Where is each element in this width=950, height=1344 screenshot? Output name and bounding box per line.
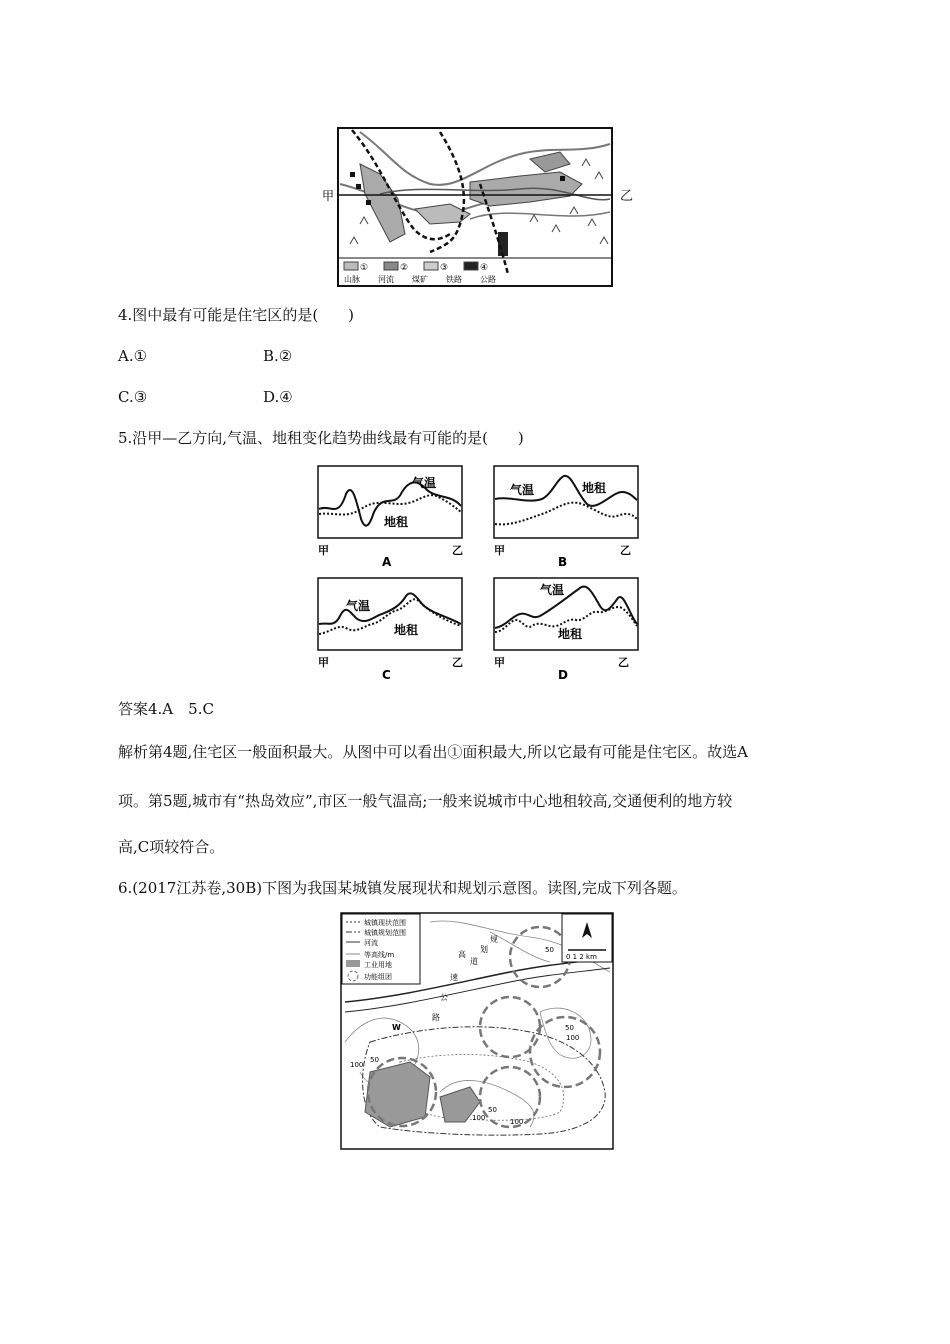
svg-text:规: 规: [490, 935, 498, 944]
svg-text:城镇规划范围: 城镇规划范围: [364, 929, 406, 937]
rent-label: 地租: [558, 627, 583, 641]
q4-option-c: C.③: [118, 388, 148, 406]
svg-text:100: 100: [510, 1118, 524, 1126]
legend-swatch-3: [424, 262, 438, 270]
legend-symbol-railway: 铁路: [446, 275, 462, 284]
svg-text:高: 高: [458, 950, 466, 959]
svg-text:城镇现状范围: 城镇现状范围: [364, 919, 406, 927]
svg-text:50: 50: [488, 1106, 497, 1114]
svg-text:100: 100: [350, 1061, 364, 1069]
explanation-line-2: 项。第5题,城市有“热岛效应”,市区一般气温高;一般来说城市中心地租较高,交通便利的地方较: [118, 792, 733, 810]
svg-text:50: 50: [545, 946, 554, 954]
q4-stem: 4.图中最有可能是住宅区的是( ): [118, 306, 355, 324]
legend-label-2: ②: [400, 263, 409, 273]
legend-swatch-2: [384, 262, 398, 270]
svg-text:乙: 乙: [452, 544, 463, 557]
temp-label: 气温: [346, 599, 371, 613]
explanation-line-3: 高,C项较符合。: [118, 838, 225, 856]
svg-text:道: 道: [470, 957, 478, 966]
svg-text:工业用地: 工业用地: [364, 961, 392, 969]
scale-text: 0 1 2 km: [566, 953, 597, 961]
legend-symbol-mountain: 山脉: [344, 275, 360, 284]
q4-option-a: A.①: [118, 347, 148, 365]
svg-text:甲: 甲: [494, 656, 505, 669]
legend-swatch-4: [464, 262, 478, 270]
svg-text:乙: 乙: [618, 656, 629, 669]
answer-line: 答案4.A 5.C: [118, 700, 214, 718]
svg-text:划: 划: [480, 945, 488, 954]
explanation-line-1: 解析第4题,住宅区一般面积最大。从图中可以看出①面积最大,所以它最有可能是住宅区。故选A: [118, 743, 748, 761]
urban-map-figure: [320, 124, 634, 289]
svg-text:功能组团: 功能组团: [364, 973, 392, 981]
q4-option-b: B.②: [263, 347, 293, 365]
label-jia: 甲: [322, 189, 335, 203]
legend-swatch-1: [344, 262, 358, 270]
svg-text:速: 速: [450, 973, 458, 982]
legend-symbol-coal: 煤矿: [412, 275, 428, 284]
legend-symbol-road: 公路: [480, 275, 496, 284]
q5-chart-c: [316, 576, 466, 682]
coal-mine-icon: [356, 184, 361, 189]
coal-mine-icon: [366, 200, 371, 205]
rent-label: 地租: [384, 515, 409, 529]
label-yi: 乙: [620, 189, 634, 204]
legend-label-4: ④: [480, 263, 489, 273]
svg-text:W: W: [392, 1023, 401, 1032]
q5-chart-d: [492, 576, 642, 682]
chart-letter: D: [558, 668, 568, 682]
rent-label: 地租: [394, 623, 419, 637]
legend-label-3: ③: [440, 263, 449, 273]
svg-text:甲: 甲: [494, 544, 505, 557]
coal-mine-icon: [560, 176, 565, 181]
legend-label-1: ①: [360, 263, 369, 273]
svg-text:河流: 河流: [364, 939, 378, 947]
svg-text:甲: 甲: [318, 656, 329, 669]
industrial-land: [365, 1062, 430, 1127]
chart-letter: A: [382, 555, 392, 569]
svg-text:50: 50: [565, 1024, 574, 1032]
chart-letter: B: [558, 555, 568, 569]
rent-label: 地租: [582, 481, 607, 495]
q6-stem: 6.(2017江苏卷,30B)下图为我国某城镇发展现状和规划示意图。读图,完成下列各题。: [118, 879, 687, 897]
temp-label: 气温: [412, 476, 437, 490]
q5-chart-a: [316, 464, 466, 569]
q5-chart-b: [492, 464, 642, 569]
svg-text:100: 100: [566, 1034, 580, 1042]
svg-text:甲: 甲: [318, 544, 329, 557]
svg-text:100: 100: [472, 1114, 486, 1122]
coal-mine-icon: [350, 172, 355, 177]
q5-stem: 5.沿甲—乙方向,气温、地租变化趋势曲线最有可能的是( ): [118, 429, 524, 447]
svg-text:路: 路: [432, 1013, 440, 1022]
q4-option-d: D.④: [263, 388, 293, 406]
svg-text:乙: 乙: [620, 544, 631, 557]
svg-text:50: 50: [370, 1056, 379, 1064]
legend-symbol-river: 河流: [378, 275, 394, 284]
svg-text:等高线/m: 等高线/m: [364, 951, 395, 959]
svg-text:乙: 乙: [452, 656, 463, 669]
town-planning-map: [340, 912, 614, 1150]
temp-label: 气温: [540, 583, 565, 597]
temp-label: 气温: [510, 483, 535, 497]
urban-map-svg: [320, 124, 620, 289]
svg-text:公: 公: [440, 993, 448, 1002]
chart-letter: C: [382, 668, 391, 682]
